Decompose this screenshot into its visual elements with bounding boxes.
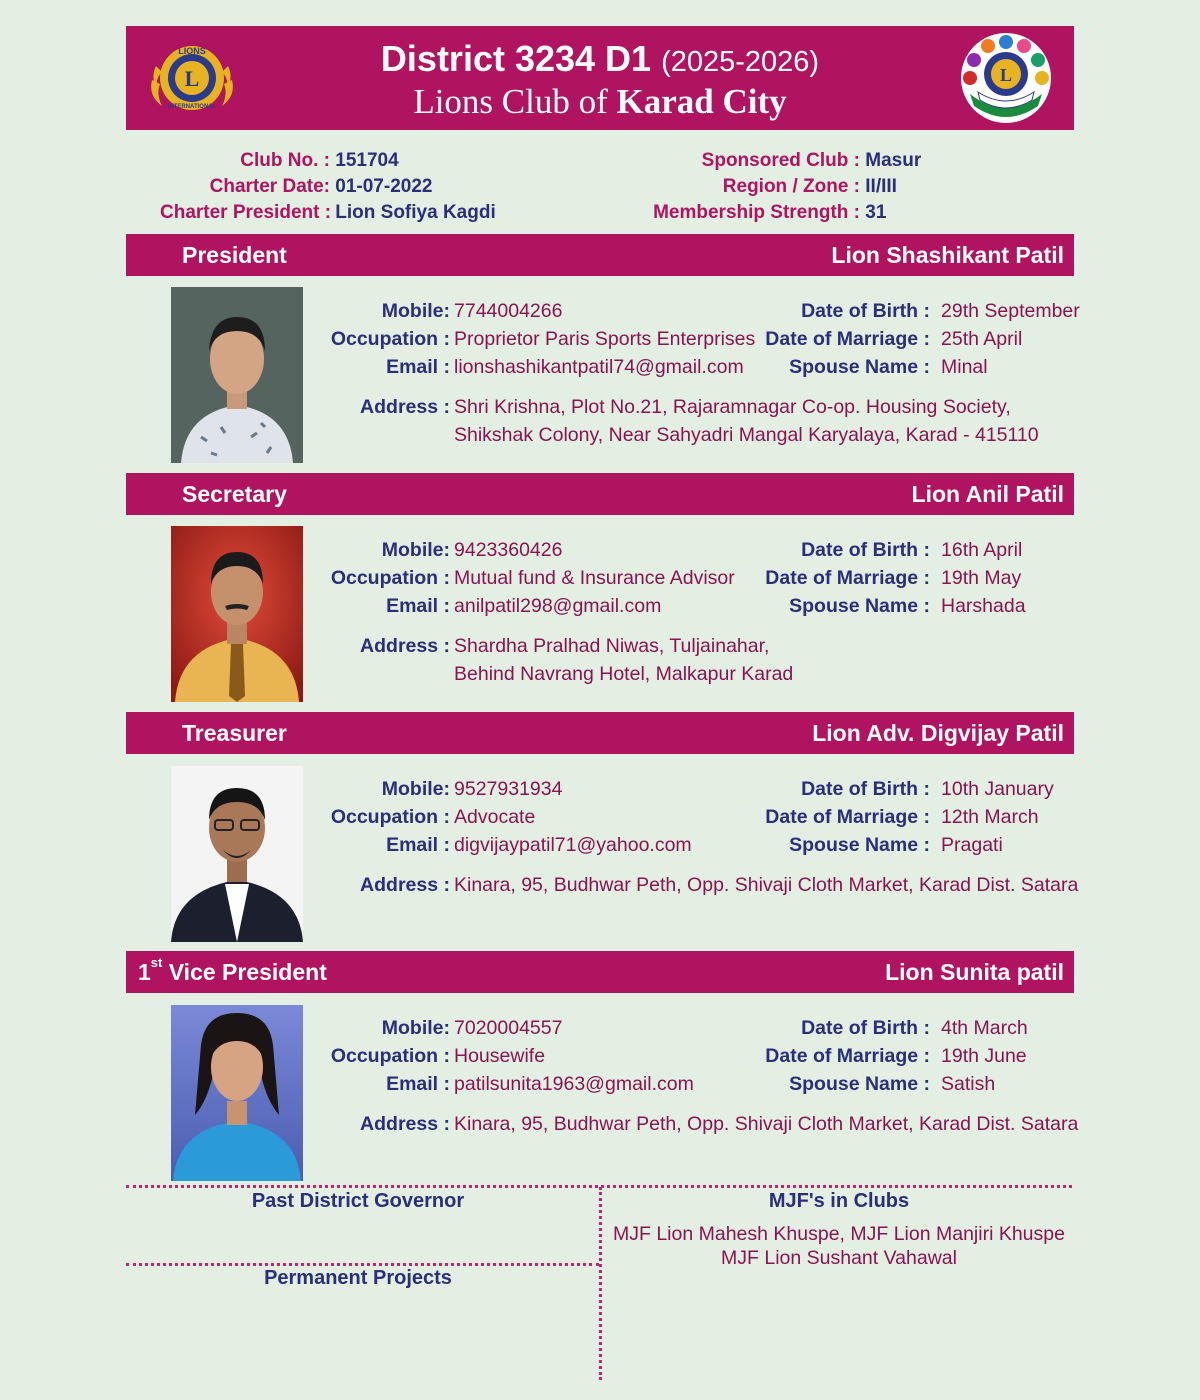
membership-row <box>650 200 921 226</box>
region-zone-value: II/III <box>865 176 897 197</box>
club-title: Lions Club of Karad City <box>413 82 787 121</box>
dom-label: Date of Marriage : <box>765 328 930 350</box>
email-label: Email : <box>386 595 450 617</box>
treasurer-details <box>300 776 1100 936</box>
treasurer-bar <box>126 712 1074 754</box>
charter-date-label: Charter Date: <box>209 176 330 197</box>
mobile-value: 7744004266 <box>454 300 563 322</box>
footer-divider-vertical <box>599 1187 602 1380</box>
charter-date-row <box>160 174 496 200</box>
charter-president-row <box>160 200 496 226</box>
dob-label: Date of Birth : <box>801 539 930 561</box>
vice-president-details <box>300 1015 1100 1175</box>
email-value: lionshashikantpatil74@gmail.com <box>454 356 744 378</box>
dom-value: 19th June <box>941 1045 1027 1067</box>
dom-value: 12th March <box>941 806 1039 828</box>
sponsored-club-value: Masur <box>865 150 922 171</box>
club-no-value: 151704 <box>335 150 399 171</box>
occupation-label: Occupation : <box>330 567 450 589</box>
spouse-value: Minal <box>941 356 988 378</box>
charter-date-value: 01-07-2022 <box>335 176 433 197</box>
officer-name: Lion Anil Patil <box>911 481 1064 507</box>
mobile-label: Mobile: <box>381 539 450 561</box>
address-label: Address : <box>360 1113 450 1135</box>
dom-value: 19th May <box>941 567 1022 589</box>
club-no-row <box>160 148 496 174</box>
email-value: digvijaypatil71@yahoo.com <box>454 834 692 856</box>
officer-name: Lion Shashikant Patil <box>831 242 1064 268</box>
dob-label: Date of Birth : <box>801 1017 930 1039</box>
dob-value: 29th September <box>941 300 1080 322</box>
occupation-value: Advocate <box>454 806 536 828</box>
secretary-bar <box>126 473 1074 515</box>
svg-text:L: L <box>999 65 1013 85</box>
treasurer-photo <box>171 766 303 942</box>
sponsored-club-row <box>650 148 921 174</box>
mobile-value: 9423360426 <box>454 539 563 561</box>
address-label: Address : <box>360 396 450 418</box>
dob-value: 4th March <box>941 1017 1028 1039</box>
spouse-value: Pragati <box>941 834 1003 856</box>
president-details <box>300 298 1100 458</box>
dom-label: Date of Marriage : <box>765 567 930 589</box>
role-title: Treasurer <box>182 720 287 746</box>
president-photo <box>171 287 303 463</box>
charter-president-label: Charter President : <box>160 202 332 223</box>
charter-president-value: Lion Sofiya Kagdi <box>335 202 496 223</box>
membership-value: 31 <box>865 202 887 223</box>
club-info-left <box>160 148 496 226</box>
email-label: Email : <box>386 356 450 378</box>
dob-label: Date of Birth : <box>801 300 930 322</box>
occupation-value: Mutual fund & Insurance Advisor <box>454 567 735 589</box>
dom-value: 25th April <box>941 328 1023 350</box>
svg-text:L: L <box>184 66 200 91</box>
occupation-label: Occupation : <box>330 806 450 828</box>
spouse-value: Satish <box>941 1073 996 1095</box>
vice-president-bar <box>126 951 1074 993</box>
district-title: District 3234 D1 (2025-2026) <box>380 38 820 79</box>
president-bar <box>126 234 1074 276</box>
secretary-details <box>300 537 1100 697</box>
header-banner <box>126 26 1074 130</box>
dob-value: 16th April <box>941 539 1023 561</box>
address-line-2: Shikshak Colony, Near Sahyadri Mangal Karyalaya, Karad - 415110 <box>454 424 1039 446</box>
dom-label: Date of Marriage : <box>765 1045 930 1067</box>
permanent-projects-heading: Permanent Projects <box>264 1267 452 1289</box>
footer-divider-middle <box>126 1263 599 1266</box>
email-label: Email : <box>386 1073 450 1095</box>
club-no-label: Club No. : <box>240 150 330 171</box>
spouse-value: Harshada <box>941 595 1026 617</box>
address-line-1: Shri Krishna, Plot No.21, Rajaramnagar Co-op. Housing Society, <box>454 396 1011 418</box>
mobile-label: Mobile: <box>381 300 450 322</box>
lead-to-win-logo <box>958 30 1054 126</box>
mjf-line-2: MJF Lion Sushant Vahawal <box>721 1247 957 1269</box>
mjf-heading: MJF's in Clubs <box>768 1190 910 1212</box>
past-district-governor-heading: Past District Governor <box>251 1190 465 1212</box>
email-label: Email : <box>386 834 450 856</box>
address-label: Address : <box>360 874 450 896</box>
spouse-label: Spouse Name : <box>789 834 930 856</box>
address-label: Address : <box>360 635 450 657</box>
address-line-1: Kinara, 95, Budhwar Peth, Opp. Shivaji Cloth Market, Karad Dist. Satara <box>454 874 1079 896</box>
region-zone-row <box>650 174 921 200</box>
mobile-label: Mobile: <box>381 778 450 800</box>
region-zone-label: Region / Zone : <box>722 176 860 197</box>
address-line-2: Behind Navrang Hotel, Malkapur Karad <box>454 663 794 685</box>
mobile-value: 9527931934 <box>454 778 563 800</box>
mobile-value: 7020004557 <box>454 1017 563 1039</box>
occupation-label: Occupation : <box>330 1045 450 1067</box>
membership-label: Membership Strength : <box>653 202 860 223</box>
mjf-line-1: MJF Lion Mahesh Khuspe, MJF Lion Manjiri Khuspe <box>613 1223 1065 1245</box>
address-line-1: Shardha Pralhad Niwas, Tuljainahar, <box>454 635 770 657</box>
secretary-photo <box>171 526 303 702</box>
svg-text:INTERNATIONAL: INTERNATIONAL <box>167 104 217 110</box>
mobile-label: Mobile: <box>381 1017 450 1039</box>
club-info-right <box>650 148 921 226</box>
address-line-1: Kinara, 95, Budhwar Peth, Opp. Shivaji Cloth Market, Karad Dist. Satara <box>454 1113 1079 1135</box>
email-value: anilpatil298@gmail.com <box>454 595 662 617</box>
spouse-label: Spouse Name : <box>789 1073 930 1095</box>
sponsored-club-label: Sponsored Club : <box>701 150 860 171</box>
role-title: 1st Vice President <box>138 955 327 985</box>
spouse-label: Spouse Name : <box>789 595 930 617</box>
role-title: Secretary <box>182 481 287 507</box>
svg-text:LIONS: LIONS <box>178 46 206 56</box>
dom-label: Date of Marriage : <box>765 806 930 828</box>
dob-value: 10th January <box>941 778 1054 800</box>
dob-label: Date of Birth : <box>801 778 930 800</box>
occupation-value: Housewife <box>454 1045 546 1067</box>
occupation-label: Occupation : <box>330 328 450 350</box>
email-value: patilsunita1963@gmail.com <box>454 1073 694 1095</box>
spouse-label: Spouse Name : <box>789 356 930 378</box>
officer-name: Lion Adv. Digvijay Patil <box>812 720 1064 746</box>
occupation-value: Proprietor Paris Sports Enterprises <box>454 328 756 350</box>
role-title: President <box>182 242 287 268</box>
vice-president-photo <box>171 1005 303 1181</box>
officer-name: Lion Sunita patil <box>885 959 1064 985</box>
